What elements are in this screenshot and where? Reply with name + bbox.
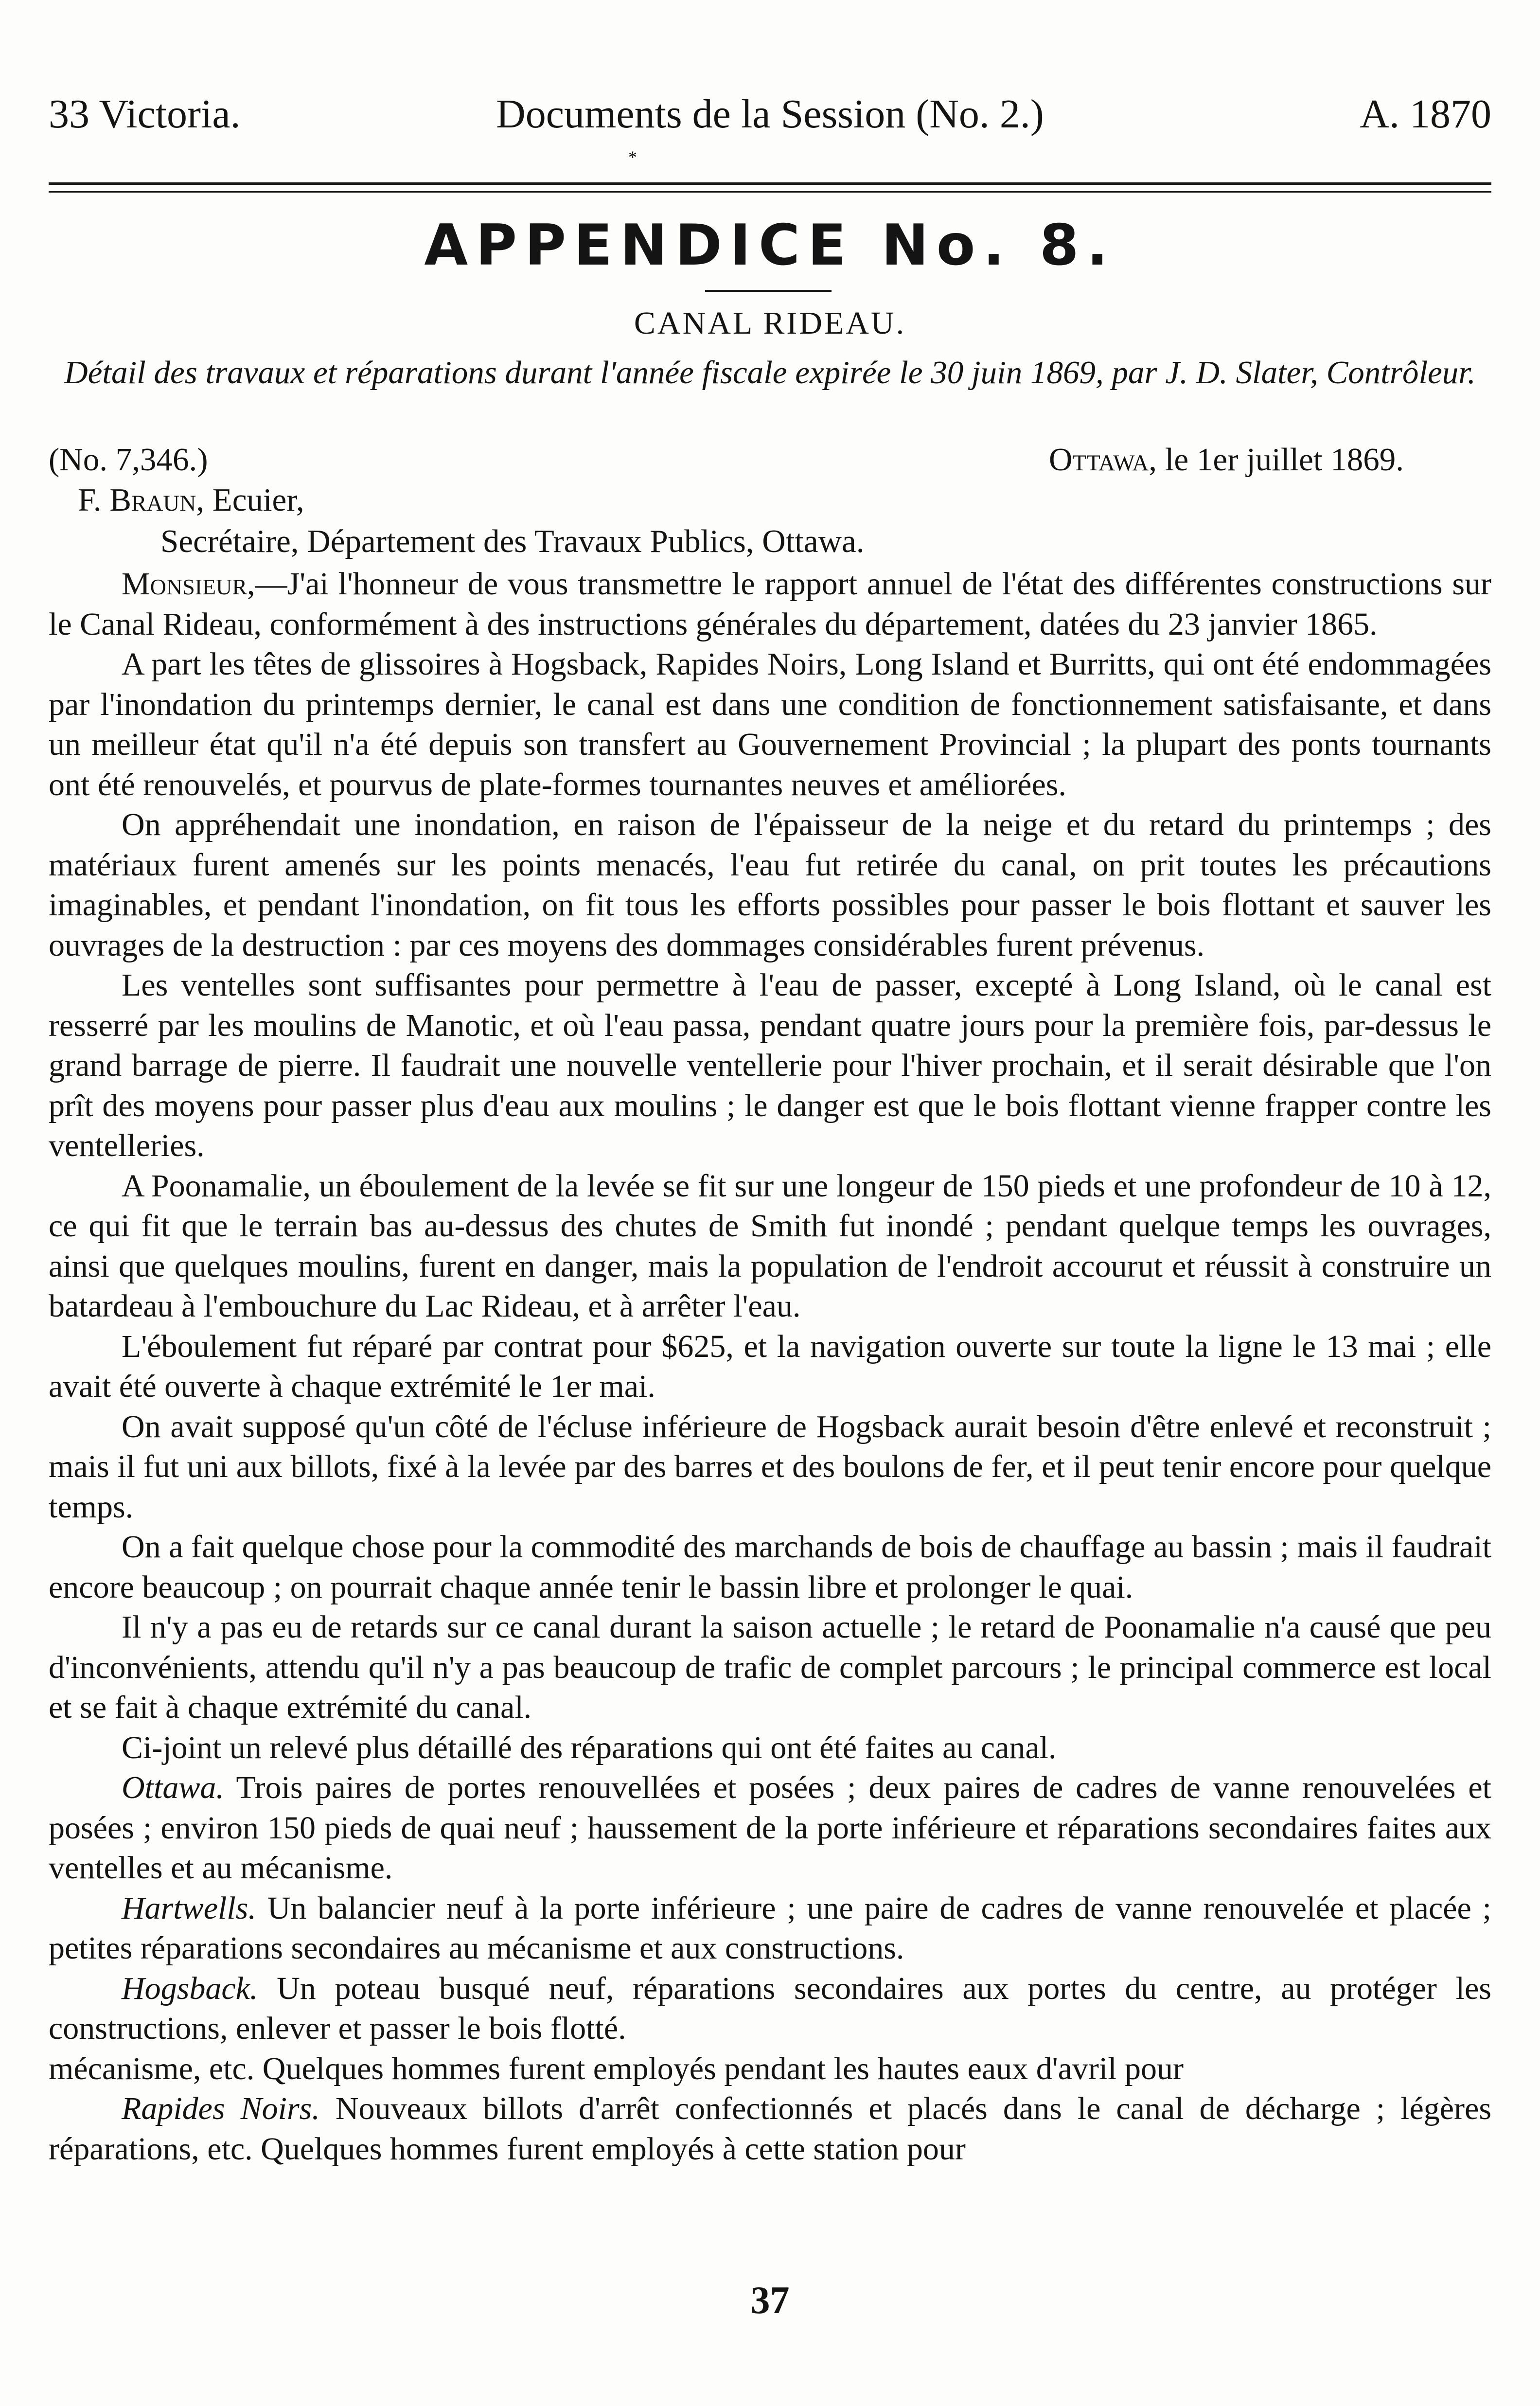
paragraph: Hogsback. Un poteau busqué neuf, réparations secondaires aux portes du centre, au protéger les constructions, enlever et passer le bois flotté.: [49, 1970, 1491, 2046]
paragraph: A part les têtes de glissoires à Hogsback, Rapides Noirs, Long Island et Burritts, qui ont été endommagées par l'inondation du printemps dernier, le canal est dans une condition de fonctionnement satisfaisante, et dans un meilleur état qu'il n'a été depuis son transfert au Gouvernement Provincial ; la plupart des ponts tournants ont été renouvelés, et pourvus de plate-formes tournantes neuves et améliorées.: [49, 646, 1491, 802]
paragraph: Ottawa. Trois paires de portes renouvellées et posées ; deux paires de cadres de vanne renouvelées et posées ; environ 150 pieds de quai neuf ; haussement de la porte inférieure et réparations secondaires faites aux ventelles et au mécanisme.: [49, 1770, 1491, 1886]
salutation: Monsieur,: [122, 566, 255, 602]
dateline-place: Ottawa,: [1048, 442, 1157, 478]
addressee-title: Ecuier,: [212, 482, 304, 518]
station-name: Hartwells.: [122, 1890, 256, 1926]
appendix-title: APPENDICE No. 8.: [424, 213, 1116, 278]
header-rule-thick: [49, 182, 1491, 185]
header-rule-thin: [49, 191, 1491, 193]
canal-title: CANAL RIDEAU.: [634, 305, 906, 341]
report-subtitle: Détail des travaux et réparations durant l'année fiscale expirée le 30 juin 1869, par J. D. Slater, Contrôleur.: [64, 355, 1476, 391]
paragraph: Rapides Noirs. Nouveaux billots d'arrêt confectionnés et placés dans le canal de décharge ; légères réparations, etc. Quelques hommes furent employés à cette station pour: [49, 2091, 1492, 2167]
paragraph: L'éboulement fut réparé par contrat pour $625, et la navigation ouverte sur toute la ligne le 13 mai ; elle avait été ouverte à chaque extrémité le 1er mai.: [49, 1328, 1491, 1404]
paragraph: mécanisme, etc. Quelques hommes furent employés pendant les hautes eaux d'avril pour: [49, 2050, 1184, 2086]
station-name: Hogsback.: [122, 1970, 258, 2006]
paragraph: Hartwells. Un balancier neuf à la porte inférieure ; une paire de cadres de vanne renouvelée et placée ; petites réparations secondaires au mécanisme et aux constructions.: [49, 1890, 1491, 1966]
addressee-name: F. Braun,: [78, 482, 205, 518]
addressee-position: Secrétaire, Département des Travaux Publics, Ottawa.: [160, 523, 865, 559]
title-divider: [705, 290, 832, 292]
paragraph: On avait supposé qu'un côté de l'écluse inférieure de Hogsback aurait besoin d'être enlevé et reconstruit ; mais il fut uni aux billots, fixé à la levée par des barres et des boulons de fer, et il peut tenir encore pour quelque temps.: [49, 1408, 1491, 1525]
reference-line: [49, 438, 1491, 481]
paragraph: Les ventelles sont suffisantes pour permettre à l'eau de passer, excepté à Long Island, où le canal est resserré par les moulins de Manotic, et où l'eau passa, pendant quatre jours pour la première fois, par-dessus le grand barrage de pierre. Il faudrait une nouvelle ventellerie pour l'hiver prochain, et il serait désirable que l'on prît des moyens pour passer plus d'eau aux moulins ; le danger est que le bois flottant vienne frapper contre les ventelleries.: [49, 967, 1491, 1163]
reference-dateline: [1049, 438, 1404, 481]
paragraph: Il n'y a pas eu de retards sur ce canal durant la saison actuelle ; le retard de Poonamalie n'a causé que peu d'inconvénients, attendu qu'il n'y a pas beaucoup de trafic de complet parcours ; le principal commerce est local et se fait à chaque extrémité du canal.: [49, 1609, 1491, 1725]
reference-number: (No. 7,346.): [49, 442, 208, 478]
page-number: 37: [750, 2279, 790, 2322]
paragraph: On a fait quelque chose pour la commodité des marchands de bois de chauffage au bassin ; mais il faudrait encore beaucoup ; on pourrait chaque année tenir le bassin libre et prolonger le quai.: [49, 1529, 1491, 1605]
paragraph: Monsieur,—J'ai l'honneur de vous transmettre le rapport annuel de l'état des différentes constructions sur le Canal Rideau, conformément à des instructions générales du département, datées du 23 janvier 1865.: [49, 566, 1491, 642]
header-year: A. 1870: [1360, 91, 1491, 137]
paragraph: A Poonamalie, un éboulement de la levée se fit sur une longeur de 150 pieds et une profondeur de 10 à 12, ce qui fit que le terrain bas au-dessus des chutes de Smith fut inondé ; pendant quelque temps les ouvrages, ainsi que quelques moulins, furent en danger, mais la population de l'endroit accourut et réussit à construire un batardeau à l'embouchure du Lac Rideau, et à arrêter l'eau.: [49, 1168, 1491, 1324]
header-session: Documents de la Session (No. 2.): [496, 91, 1044, 137]
running-header: [49, 85, 1491, 143]
dateline-date: le 1er juillet 1869.: [1165, 442, 1404, 478]
header-volume: 33 Victoria.: [49, 91, 241, 137]
paragraph: On appréhendait une inondation, en raison de l'épaisseur de la neige et du retard du printemps ; des matériaux furent amenés sur les points menacés, l'eau fut retirée du canal, on prit toutes les précautions imaginables, et pendant l'inondation, on fit tous les efforts possibles pour passer le bois flottant et sauver les ouvrages de la destruction : par ces moyens des dommages considérables furent prévenus.: [49, 807, 1491, 963]
letter-body: [49, 564, 1491, 2169]
station-name: Rapides Noirs.: [122, 2091, 320, 2126]
paragraph: Ci-joint un relevé plus détaillé des réparations qui ont été faites au canal.: [122, 1729, 1057, 1765]
stray-mark: *: [628, 147, 637, 167]
addressee: [78, 479, 304, 521]
station-name: Ottawa.: [122, 1770, 224, 1805]
